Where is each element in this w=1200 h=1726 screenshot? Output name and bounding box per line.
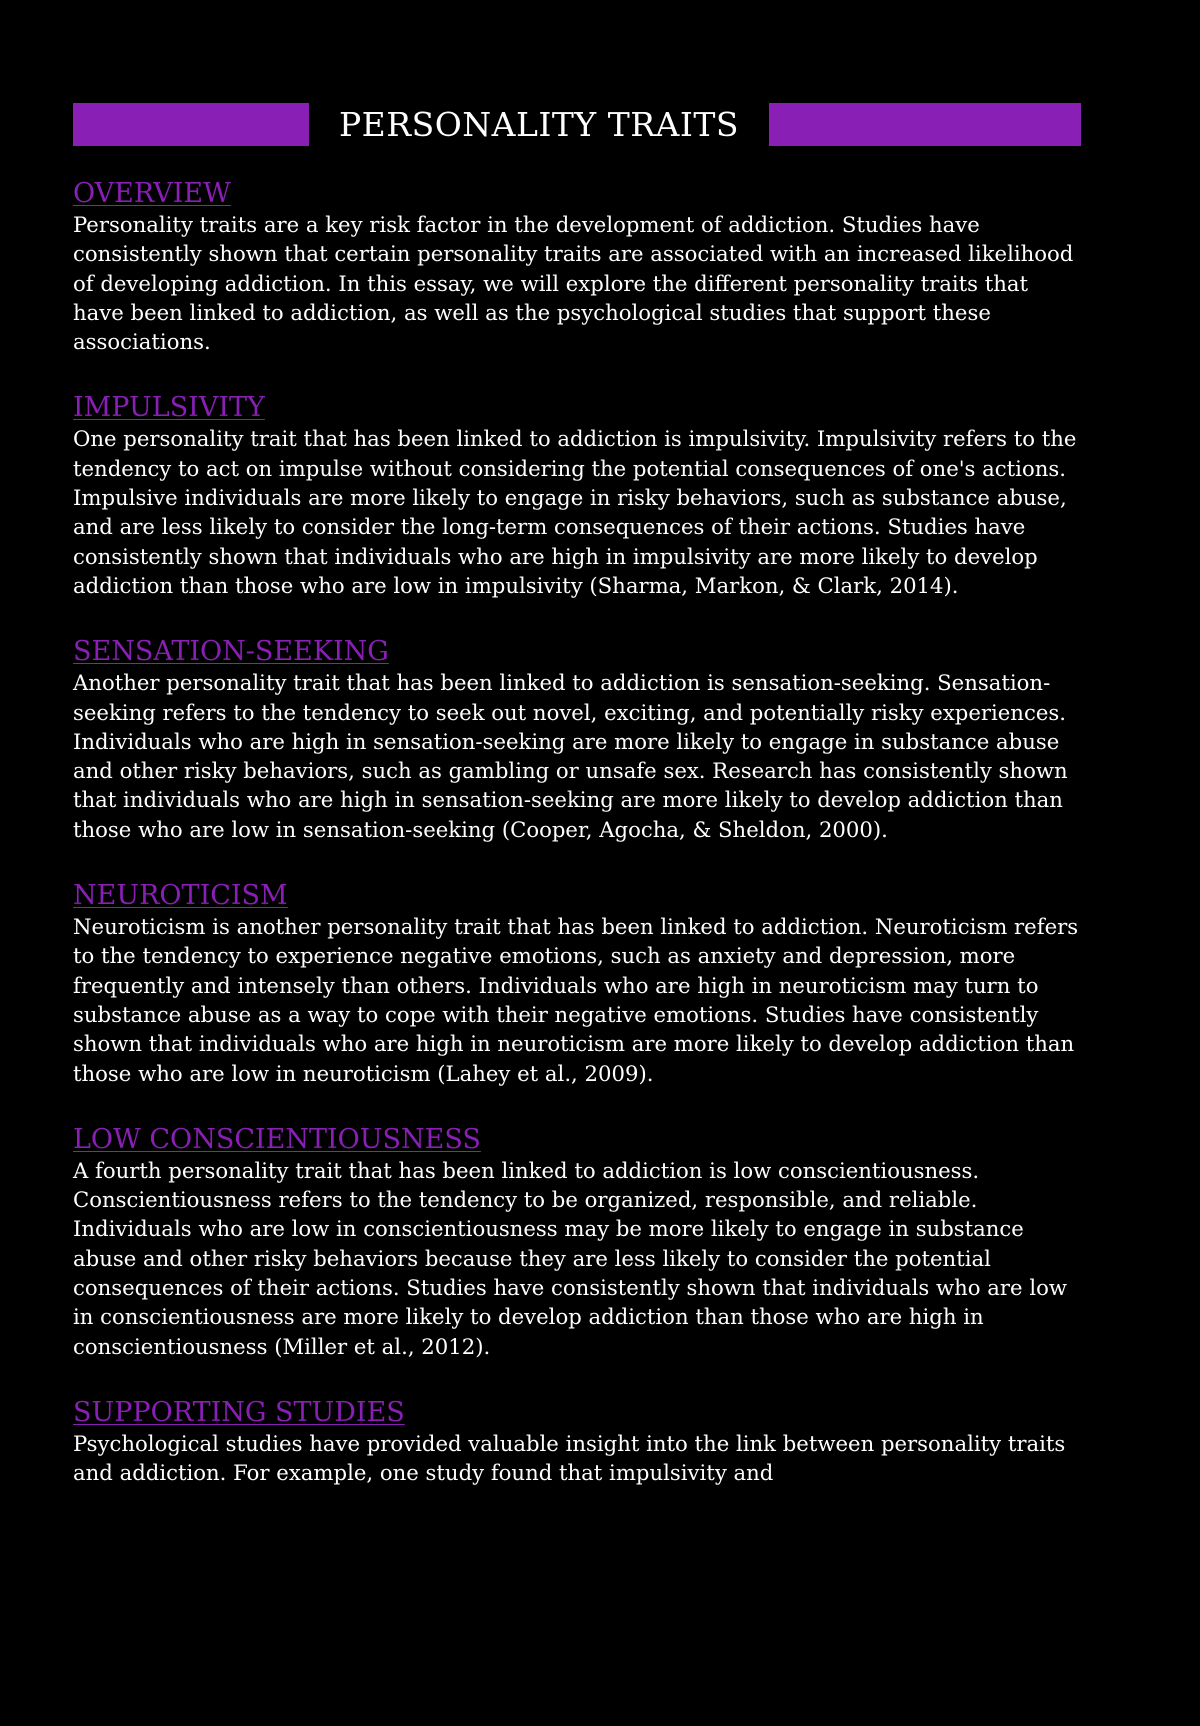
section-heading: LOW CONSCIENTIOUSNESS (73, 1123, 481, 1155)
section-body: Neuroticism is another personality trait that has been linked to addiction. Neuroticism refers to the tendency to experience negative emotions, such as anxiety and depression, more frequently and intensely than others. Individuals who are high in neuroticism may turn to substance abuse as a way to cope with their negative emotions. Studies have consistently shown that individuals who are high in neuroticism are more likely to develop addiction than those who are low in neuroticism (Lahey et al., 2009). (73, 914, 1079, 1086)
section-body: Another personality trait that has been linked to addiction is sensation-seeking. Sensation-seeking refers to the tendency to seek out novel, exciting, and potentially risky experiences. Individuals who are high in sensation-seeking are more likely to engage in substance abuse and other risky behaviors, such as gambling or unsafe sex. Research has consistently shown that individuals who are high in sensation-seeking are more likely to develop addiction than those who are low in sensation-seeking (Cooper, Agocha, & Sheldon, 2000). (73, 670, 1068, 842)
title-bar (73, 103, 1081, 146)
section-neuroticism (73, 880, 1083, 1088)
section-impulsivity (73, 392, 1083, 600)
section-body: Personality traits are a key risk factor in the development of addiction. Studies have consistently shown that certain personality traits are associated with an increased likelihood of developing addiction. In this essay, we will explore the different personality traits that have been linked to addiction, as well as the psychological studies that support these associations. (73, 212, 1074, 355)
section-heading: NEUROTICISM (73, 880, 288, 912)
document-content (73, 178, 1083, 1524)
section-heading: IMPULSIVITY (73, 392, 265, 424)
section-body: Psychological studies have provided valuable insight into the link between personality traits and addiction. For example, one study found that impulsivity and (73, 1430, 1066, 1486)
section-sensation-seeking (73, 636, 1083, 844)
page-title: PERSONALITY TRAITS (338, 105, 740, 144)
section-overview (73, 178, 1083, 356)
section-supporting-studies (73, 1397, 1083, 1488)
section-heading: SENSATION-SEEKING (73, 636, 389, 668)
title-band-left (73, 103, 309, 146)
section-heading: SUPPORTING STUDIES (73, 1396, 405, 1428)
title-band-right (769, 103, 1081, 146)
section-body: A fourth personality trait that has been linked to addiction is low conscientiousness. Conscientiousness refers to the tendency to be organized, responsible, and reliable. Individuals who are low in conscientiousness may be more likely to engage in substance abuse and other risky behaviors because they are less likely to consider the potential consequences of their actions. Studies have consistently shown that individuals who are low in conscientiousness are more likely to develop addiction than those who are high in conscientiousness (Miller et al., 2012). (73, 1157, 1067, 1359)
section-body: One personality trait that has been linked to addiction is impulsivity. Impulsivity refers to the tendency to act on impulse without considering the potential consequences of one's actions. Impulsive individuals are more likely to engage in risky behaviors, such as substance abuse, and are less likely to consider the long-term consequences of their actions. Studies have consistently shown that individuals who are high in impulsivity are more likely to develop addiction than those who are low in impulsivity (Sharma, Markon, & Clark, 2014). (73, 426, 1077, 598)
section-heading: OVERVIEW (73, 178, 231, 209)
section-low-conscientiousness (73, 1124, 1083, 1361)
